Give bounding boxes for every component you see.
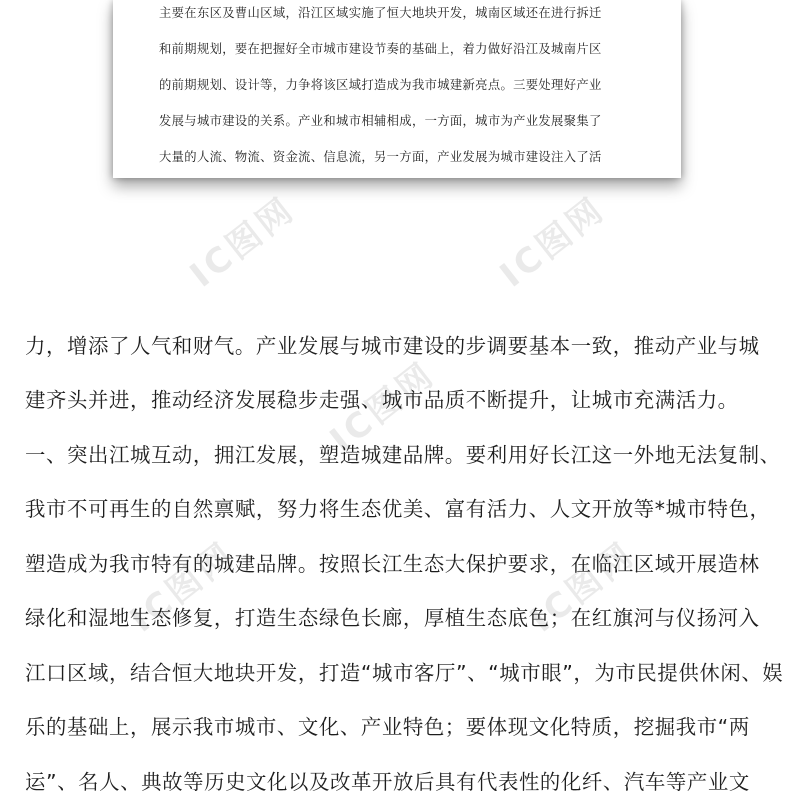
body-line-7: 江口区域，结合恒大地块开发，打造“城市客厅”、“城市眼”，为市民提供休闲、娱 <box>25 661 784 685</box>
body-line-6: 绿化和湿地生态修复，打造生态绿色长廊，厚植生态底色；在红旗河与仪扬河入 <box>25 606 760 630</box>
paper-line-5: 大量的人流、物流、资金流、信息流，另一方面，产业发展为城市建设注入了活 <box>159 150 602 164</box>
body-line-1: 力，增添了人气和财气。产业发展与城市建设的步调要基本一致，推动产业与城 <box>25 334 760 358</box>
watermark-text: IC图网 <box>522 534 644 641</box>
paper-line-4: 发展与城市建设的关系。产业和城市相辅相成，一方面，城市为产业发展聚集了 <box>159 114 602 128</box>
watermark-text: IC图网 <box>492 189 614 296</box>
body-line-8: 乐的基础上，展示我市城市、文化、产业特色；要体现文化特质，挖掘我市“两 <box>25 715 750 739</box>
body-line-2: 建齐头并进，推动经济发展稳步走强、城市品质不断提升，让城市充满活力。 <box>25 388 739 412</box>
paper-line-3: 的前期规划、设计等，力争将该区域打造成为我市城建新亮点。三要处理好产业 <box>159 78 602 92</box>
body-line-4: 我市不可再生的自然禀赋，努力将生态优美、富有活力、人文开放等*城市特色， <box>25 497 771 521</box>
body-line-9: 运”、名人、典故等历史文化以及改革开放后具有代表性的化纤、汽车等产业文 <box>25 770 750 794</box>
watermark-text: IC图网 <box>122 534 244 641</box>
paper-line-2: 和前期规划，要在把握好全市城市建设节奏的基础上，着力做好沿江及城南片区 <box>159 42 602 56</box>
watermark-text: IC图网 <box>322 354 444 461</box>
paper-line-1: 主要在东区及曹山区域，沿江区域实施了恒大地块开发，城南区域还在进行拆迁 <box>159 6 602 20</box>
document-page-preview <box>113 0 681 178</box>
watermark-text: IC图网 <box>182 189 304 296</box>
body-line-3: 一、突出江城互动，拥江发展，塑造城建品牌。要利用好长江这一外地无法复制、 <box>25 443 781 467</box>
body-line-5: 塑造成为我市特有的城建品牌。按照长江生态大保护要求，在临江区域开展造林 <box>25 552 760 576</box>
